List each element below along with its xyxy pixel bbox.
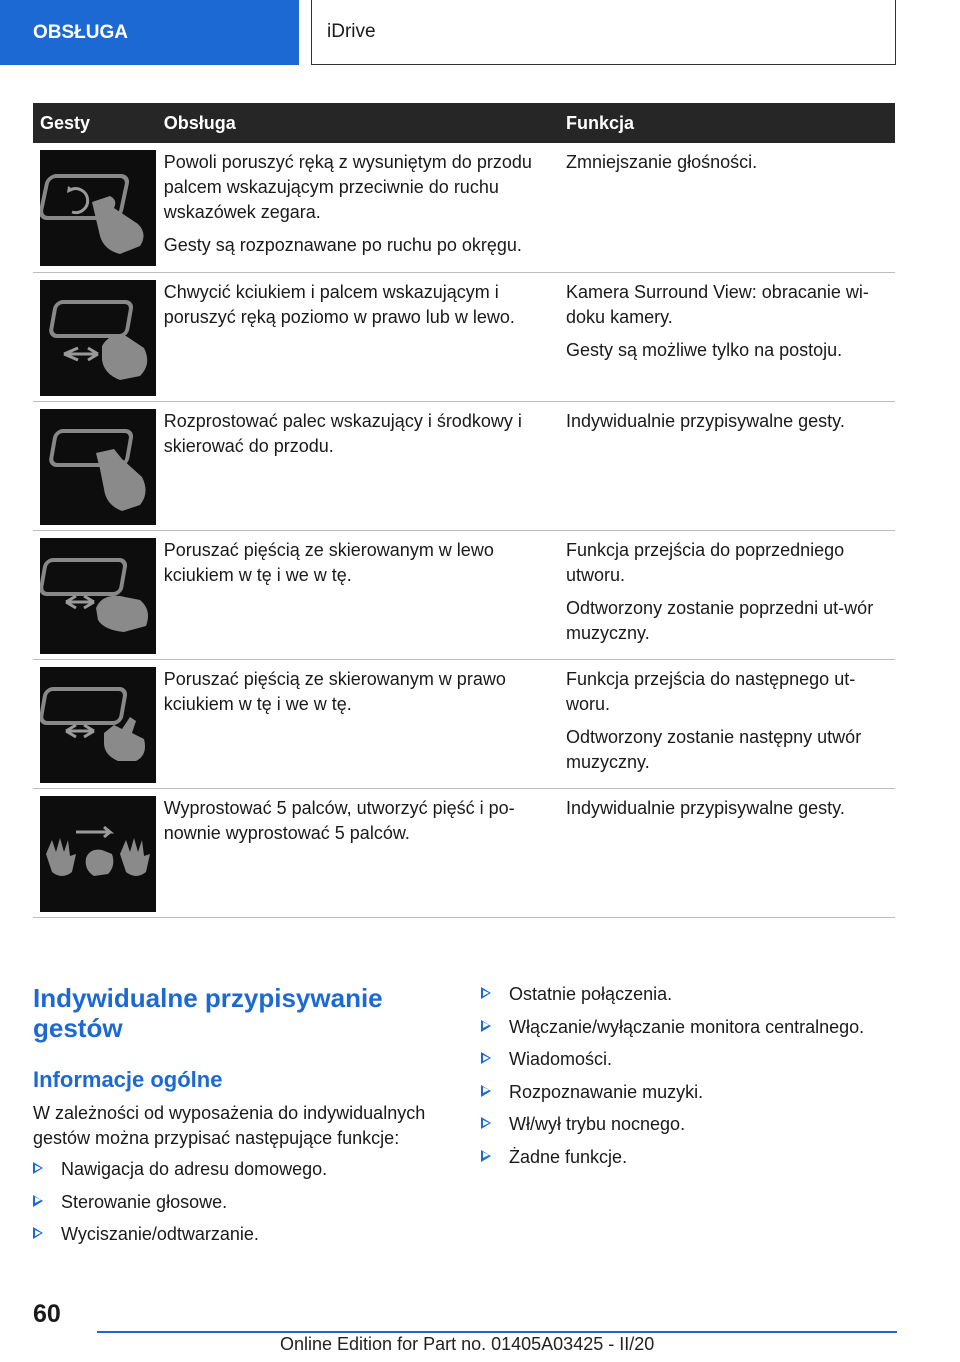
function-text: Funkcja przejścia do następnego ut-woru. <box>566 668 856 714</box>
bullet-triangle-icon <box>33 1227 43 1239</box>
list-item: Włączanie/wyłączanie monitora centralnego. <box>481 1015 901 1048</box>
operation-text: Powoli poruszyć ręką z wysuniętym do przodu palcem wskazującym przeciwnie do ruchu wskazówek zegara. <box>163 152 532 222</box>
operation-text: Chwycić kciukiem i palcem wskazującym i poruszyć ręką poziomo w prawo lub w lewo. <box>163 281 515 327</box>
function-text: Indywidualnie przypisywalne gesty. <box>566 410 845 431</box>
pinch-swipe-gesture-icon <box>40 280 156 396</box>
col-header-operation: Obsługa <box>157 103 559 143</box>
header-chapter-tab <box>311 0 896 65</box>
col-header-function: Funkcja <box>559 103 895 143</box>
function-note: Odtworzony zostanie poprzedni ut-wór muzyczny. <box>566 597 874 643</box>
table-row <box>33 788 895 917</box>
footer-divider <box>97 1331 897 1333</box>
list-item: Rozpoznawanie muzyki. <box>481 1080 901 1113</box>
operation-text: Poruszać pięścią ze skierowanym w prawo kciukiem w tę i we w tę. <box>163 668 506 714</box>
bullet-triangle-icon <box>481 1020 491 1032</box>
bullet-triangle-icon <box>481 1150 491 1162</box>
bullet-triangle-icon <box>33 1195 43 1207</box>
operation-text: Wyprostować 5 palców, utworzyć pięść i po-nownie wyprostować 5 palców. <box>163 797 515 843</box>
list-item: Wł/wył trybu nocnego. <box>481 1112 901 1145</box>
operation-text: Poruszać pięścią ze skierowanym w lewo kciukiem w tę i we w tę. <box>163 539 494 585</box>
bullet-triangle-icon <box>33 1162 43 1174</box>
bullet-triangle-icon <box>481 1052 491 1064</box>
header-chapter-label: iDrive <box>327 21 376 42</box>
function-list-right <box>481 982 901 1177</box>
list-item: Wyciszanie/odtwarzanie. <box>33 1222 453 1255</box>
rotate-circle-gesture-icon <box>40 150 156 266</box>
bullet-triangle-icon <box>481 1085 491 1097</box>
list-item: Sterowanie głosowe. <box>33 1190 453 1223</box>
function-text: Funkcja przejścia do poprzedniego utworu. <box>566 539 845 585</box>
two-finger-point-gesture-icon <box>40 409 156 525</box>
gesture-table <box>33 103 895 918</box>
list-item: Nawigacja do adresu domowego. <box>33 1157 453 1190</box>
operation-text: Rozprostować palec wskazujący i środkowy i skierować do przodu. <box>163 410 522 456</box>
page-number: 60 <box>33 1300 61 1328</box>
table-row <box>33 401 895 530</box>
function-text: Kamera Surround View: obracanie wi-doku kamery. <box>566 281 869 327</box>
fist-thumb-left-gesture-icon <box>40 538 156 654</box>
fist-thumb-right-gesture-icon <box>40 667 156 783</box>
table-row <box>33 143 895 272</box>
function-list-left <box>33 1157 453 1255</box>
list-item: Żadne funkcje. <box>481 1145 901 1178</box>
section-subtitle: Informacje ogólne <box>33 1067 223 1092</box>
section-title: Indywidualne przypisywanie gestów <box>33 983 383 1043</box>
table-row <box>33 272 895 401</box>
footer-edition: Online Edition for Part no. 01405A03425 - II/20 <box>280 1334 655 1354</box>
function-text: Zmniejszanie głośności. <box>566 152 758 172</box>
function-note: Gesty są możliwe tylko na postoju. <box>566 339 843 360</box>
table-row <box>33 530 895 659</box>
function-note: Odtworzony zostanie następny utwór muzyczny. <box>566 726 862 772</box>
list-item: Ostatnie połączenia. <box>481 982 901 1015</box>
section-intro: W zależności od wyposażenia do indywidualnych gestów można przypisać następujące funkcje: <box>33 1103 426 1148</box>
open-fist-open-gesture-icon <box>40 796 156 912</box>
function-text: Indywidualnie przypisywalne gesty. <box>566 797 845 818</box>
bullet-triangle-icon <box>481 987 491 999</box>
table-row <box>33 659 895 788</box>
operation-note: Gesty są rozpoznawane po ruchu po okręgu. <box>163 235 522 255</box>
list-item: Wiadomości. <box>481 1047 901 1080</box>
gesture-table-header <box>33 103 895 143</box>
col-header-gestures: Gesty <box>33 103 157 143</box>
header-section-label: OBSŁUGA <box>33 21 128 43</box>
bullet-triangle-icon <box>481 1117 491 1129</box>
header-section-tab <box>0 0 299 65</box>
